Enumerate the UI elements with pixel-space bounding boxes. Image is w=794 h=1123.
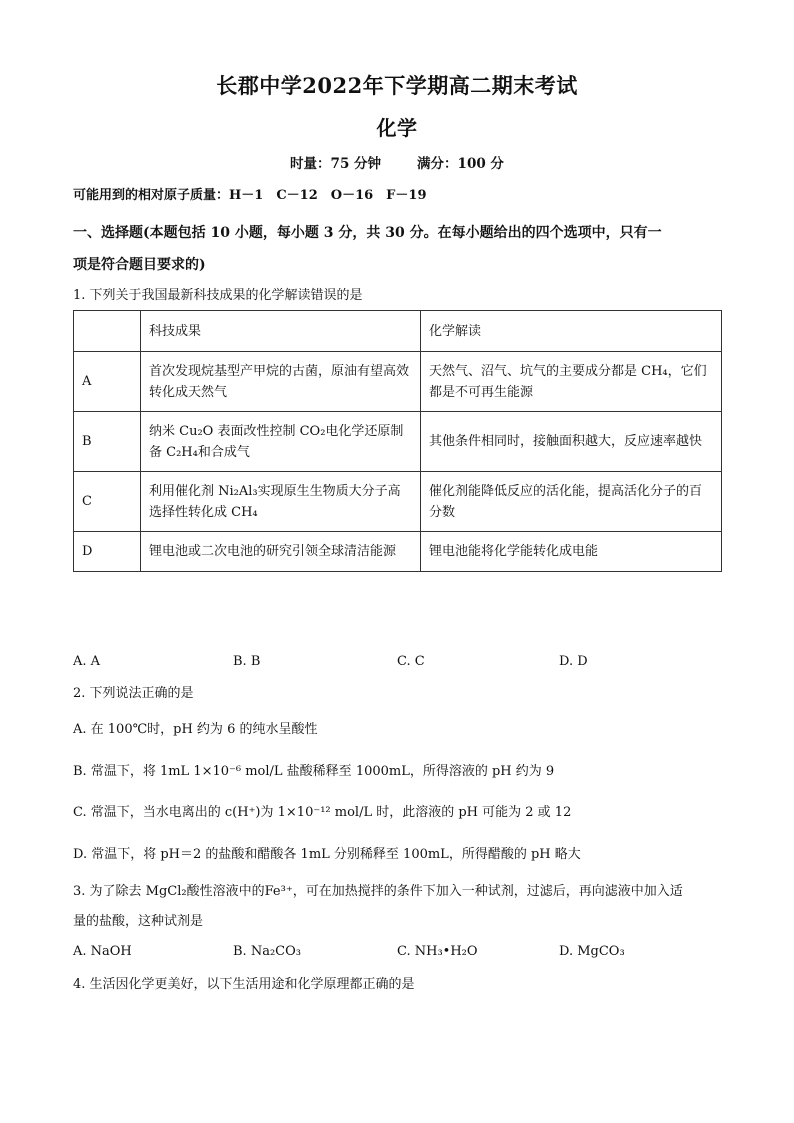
option-c: C. NH₃•H₂O <box>397 944 478 959</box>
row-label: D <box>74 532 141 572</box>
question-3-stem-line2: 量的盐酸，这种试剂是 <box>73 914 204 929</box>
row-label: B <box>74 412 141 472</box>
atomic-masses: 可能用到的相对原子质量：H－1 C－12 O－16 F－19 <box>73 188 427 203</box>
question-3-stem-line1: 3. 为了除去 MgCl₂酸性溶液中的Fe³⁺，可在加热搅拌的条件下加入一种试剂，过滤后，再向滤液中加入适 <box>73 884 683 899</box>
subject-title: 化学 <box>376 116 418 140</box>
question-1-stem: 1. 下列关于我国最新科技成果的化学解读错误的是 <box>73 288 363 303</box>
option-d: D. MgCO₃ <box>559 944 625 959</box>
row-explain: 催化剂能降低反应的活化能，提高活化分子的百分数 <box>421 472 722 532</box>
row-result: 纳米 Cu₂O 表面改性控制 CO₂电化学还原制备 C₂H₄和合成气 <box>141 412 421 472</box>
table-row <box>74 472 722 532</box>
table-row <box>74 532 722 572</box>
question-4-stem: 4. 生活因化学更美好，以下生活用途和化学原理都正确的是 <box>73 977 415 992</box>
option-b: B. Na₂CO₃ <box>233 944 301 959</box>
row-result: 锂电池或二次电池的研究引领全球清洁能源 <box>141 532 421 572</box>
option-b: B. B <box>233 654 261 669</box>
question-1-table <box>73 310 722 572</box>
question-2-option-c: C. 常温下，当水电离出的 c(H⁺)为 1×10⁻¹² mol/L 时，此溶液的 pH 可能为 2 或 12 <box>73 805 572 820</box>
question-1-options <box>73 654 723 674</box>
option-a: A. A <box>73 654 101 669</box>
row-explain: 锂电池能将化学能转化成电能 <box>421 532 722 572</box>
section-heading-line1: 一、选择题(本题包括 10 小题，每小题 3 分，共 30 分。在每小题给出的四个选项中，只有一 <box>73 225 662 241</box>
table-header-cell <box>74 311 141 352</box>
row-label: C <box>74 472 141 532</box>
table-header-cell: 科技成果 <box>141 311 421 352</box>
exam-title: 长郡中学2022年下学期高二期末考试 <box>216 73 578 98</box>
row-result: 首次发现烷基型产甲烷的古菌，原油有望高效转化成天然气 <box>141 352 421 412</box>
option-c: C. C <box>397 654 425 669</box>
row-explain: 其他条件相同时，接触面积越大，反应速率越快 <box>421 412 722 472</box>
time-limit: 时量：75 分钟 <box>290 156 382 172</box>
section-heading-line2: 项是符合题目要求的) <box>73 257 206 273</box>
row-result: 利用催化剂 Ni₂Al₃实现原生生物质大分子高选择性转化成 CH₄ <box>141 472 421 532</box>
full-score: 满分：100 分 <box>417 156 504 172</box>
table-header-row <box>74 311 722 352</box>
option-d: D. D <box>559 654 588 669</box>
question-2-option-a: A. 在 100℃时，pH 约为 6 的纯水呈酸性 <box>73 722 318 737</box>
row-label: A <box>74 352 141 412</box>
table-row <box>74 352 722 412</box>
row-explain: 天然气、沼气、坑气的主要成分都是 CH₄，它们都是不可再生能源 <box>421 352 722 412</box>
table-header-cell: 化学解读 <box>421 311 722 352</box>
question-3-options <box>73 944 723 964</box>
option-a: A. NaOH <box>73 944 132 959</box>
question-2-option-d: D. 常温下，将 pH＝2 的盐酸和醋酸各 1mL 分别稀释至 100mL，所得醋酸的 pH 略大 <box>73 847 581 862</box>
question-2-option-b: B. 常温下，将 1mL 1×10⁻⁶ mol/L 盐酸稀释至 1000mL，所得溶液的 pH 约为 9 <box>73 764 555 779</box>
question-2-stem: 2. 下列说法正确的是 <box>73 686 194 701</box>
exam-meta <box>0 152 794 172</box>
table-row <box>74 412 722 472</box>
